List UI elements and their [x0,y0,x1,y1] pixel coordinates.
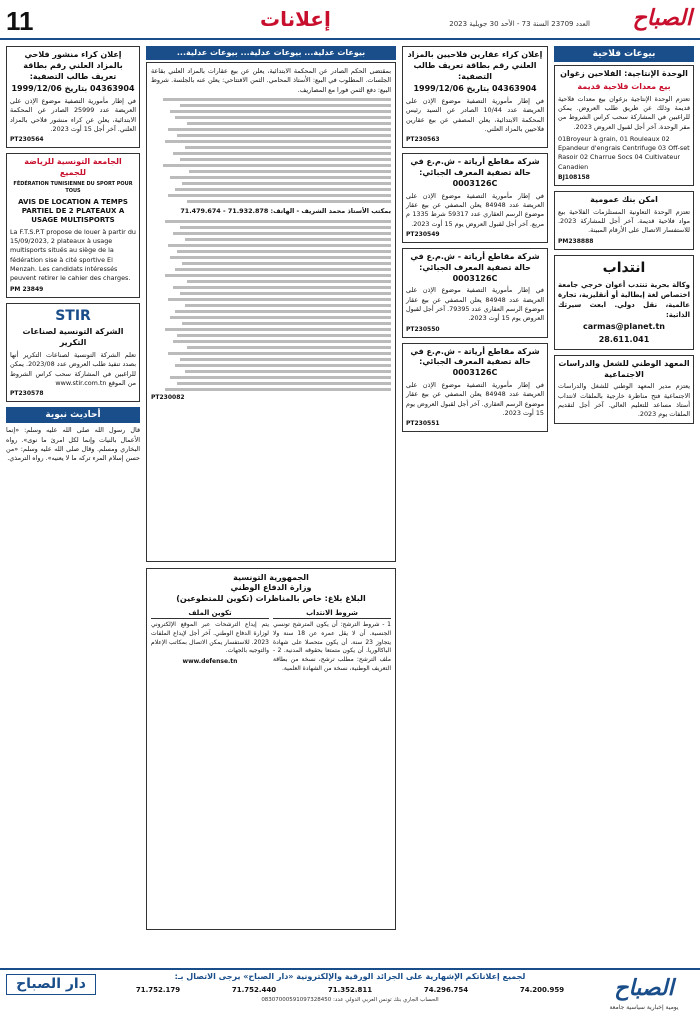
hadith-title: أحاديث نبوية [6,407,140,423]
judicial-sales-banner: بيوعات عدلية... بيوعات عدلية... بيوعات عدلية... [146,46,396,60]
page-header [0,0,700,40]
footer-main-text: لجميع إعلاناتكم الإشهارية على الجرائد الورقية والإلكترونية «دار الصباح» يرجى الاتصال بـ: [174,972,526,981]
ad-reference: PT230550 [406,325,440,333]
ad-reference: PT230563 [406,136,440,144]
judicial-sales-text: بمقتضى الحكم الصادر عن المحكمة الابتدائية، يعلن عن بيع عقارات بالمزاد العلني بقاعة الجلسات. المطلوب في البيع: الأستاذ المحامي. الثمن الافتتاحي: يعلن عنه بالجلسة. شروط البيع: دفع الثمن فورا مع المصاريف. [151,67,391,94]
left-column [6,46,140,930]
ad-title: الوحدة الإنتاجية: الفلاحين زغوان [560,69,688,79]
ad-text: وكالة بحرية تنتدب أعوان خرجي جامعة اختصاص لغة إيطالية أو أنقليزية، تجارة عالمية، نقل دولي. ابعث سيرتك الذاتية: [558,280,690,320]
footer-logo-text: الصباح [614,976,674,1001]
ad-phone: 28.611.041 [598,335,650,345]
ad-reference: PT230082 [151,394,185,402]
notice-col-file [151,608,269,673]
ad-id: 04363904 بتاريخ 1999/12/06 [413,84,537,94]
ad-text: في إطار مأمورية التصفية موضوع الإذن على العريضة عدد 84948 يعلن المصفي عن بيع عقار موضوع الرسم العقاري عدد 79395. آخر أجل لقبول العروض يوم 15 أوت 2023. [406,286,545,323]
ad-title: شركة مقاطع أرياتة - ش.م.ع في حالة تصفية المعرف الجبائي: 0003126C [410,157,540,188]
federation-name-fr: FÉDÉRATION TUNISIENNE DU SPORT POUR TOUS [13,181,133,194]
ad-items: 01Broyeur à grain, 01 Rouleaux 02 Epandeur d'engrais Centrifuge 03 Off-set Rasoir 02 Charrue Socs 04 Cultivateur Canadien [558,134,690,171]
ad-email[interactable]: carmas@planet.tn [583,322,665,332]
phone-number: 74.200.959 [519,985,565,994]
ad-title: المعهد الوطني للشغل والدراسات الاجتماعية [558,358,690,379]
ad-title: امكن بنك عمومية [590,195,658,205]
ad-reference: PM238888 [558,237,594,245]
notice-website[interactable]: www.defense.tn [182,658,238,666]
ad-reference: PM 23849 [10,285,44,293]
ad-quarry-2 [402,248,548,338]
ad-recruitment [554,255,694,350]
newspaper-logo: الصباح [632,6,692,31]
ad-text: تعلم الشركة التونسية لصناعات التكرير أنها بصدد تنفيذ طلب العروض عدد 2023/08. يمكن للراغبين في المشاركة سحب كراس الشروط من الموقع www.stir.com.tn [10,351,136,387]
ad-text: في إطار مأمورية التصفية موضوع الإذن على العريضة عدد 84948 يعلن المصفي عن بيع عقار موضوع الرسم العقاري عدد 59317 شرط 1335 م مربع. آخر أجل لقبول العروض يوم 15 أوت 2023. [406,191,545,228]
stir-logo: STIR [55,307,91,324]
ad-text: في إطار مأمورية التصفية موضوع الإذن على العريضة عدد 84948 يعلن المصفي عن بيع عقار موضوع الرسم العقاري. آخر أجل لقبول العروض يوم 15 أوت 2023. [406,381,545,417]
notice-title-2: وزارة الدفاع الوطني [230,583,312,593]
hadith-section [6,407,140,463]
ad-text: في إطار مأمورية التصفية موضوع الإذن على العريضة عدد 10/44 الصادر عن السيد رئيس المحكمة الابتدائية، يعلن المصفي عن بيع عقارين فلاحيين بالمزاد العلني. [406,97,544,134]
ad-agri-rent [6,46,140,148]
issue-info: العدد 23709 السنة 73 - الأحد 30 جويلية 2023 [449,20,590,28]
ad-text: تعتزم الوحدة التعاونية المستلزمات الفلاحية بيع مواد فلاحية قديمة. آخر أجل للمشاركة 2023. للاستفسار الاتصال على الأرقام المبينة. [558,207,690,235]
notice-title-1: الجمهورية التونسية [233,573,309,582]
stir-name: الشركة التونسية لصناعات التكرير [22,327,124,348]
ad-quarry-1 [402,153,548,243]
phone-number: 71.752.440 [231,985,277,994]
phone-number: 74.296.754 [423,985,469,994]
avis-text: La F.T.S.P.T propose de louer à partir du 15/09/2023, 2 plateaux à usage multisports situés au siège de la fédération sise à cité sportive El Menzah. Les candidats intéressés peuvent retirer le cahier des charges. [10,227,136,283]
right-column [554,46,694,930]
ad-title: إعلان كراء منشور فلاحي بالمزاد العلني رقم بطاقة تعريف طالب التصفية: [23,50,123,81]
ad-title: إعلان كراء عقارين فلاحيين بالمزاد العلني رقم بطاقة تعريف طالب التصفية: [407,50,543,81]
section-title: إعلانات [260,7,331,31]
ad-title: شركة مقاطع أرياتة - ش.م.ع في حالة تصفية المعرف الجبائي: 0003126C [410,346,540,378]
footer-logo-sub: يومية إخبارية سياسية جامعة [609,1003,679,1011]
col-text: يتم إيداع الترشحات عبر الموقع الإلكتروني لوزارة الدفاع الوطني. آخر أجل لإيداع الملفات 2023. للاستفسار يمكن الاتصال بمكاتب الإعلام والتوجيه بالجهات. [151,621,269,655]
phone-number: 71.352.811 [327,985,373,994]
ad-federation [6,153,140,297]
ad-text: تعتزم الوحدة الإنتاجية بزغوان بيع معدات فلاحية قديمة وذلك عن طريق طلب العروض. يمكن للراغبين في المشاركة سحب كراس الشروط من مقر الوحدة. آخر أجل لقبول العروض 2023. [558,94,690,131]
page-number: 11 [6,6,34,36]
footer-bank-info: الحساب الجاري بنك تونس العربي الدولي عدد: 08307000591097328450 [261,997,439,1004]
ad-reference: BJ108158 [558,173,590,181]
col-heading: تكوين الملف [151,608,269,619]
federation-name-ar: الجامعة التونسية للرياضة للجميع [24,157,122,178]
ad-institute [554,355,694,424]
phone-number: 71.752.179 [135,985,181,994]
page-footer [0,968,700,1018]
ad-text: في إطار مأمورية التصفية موضوع الإذن على العريضة عدد 25999 الصادر عن المحكمة الابتدائية، يعلن عن كراء منشور فلاحي بالمزاد العلني. آخر أجل 15 أوت 2023. [10,97,137,134]
footer-logo [594,974,694,1012]
ad-cooperative [554,191,694,250]
footer-contact [110,972,590,1005]
agri-sales-banner: بيوعات فلاحية [554,46,694,62]
notice-columns [151,608,391,673]
notice-col-conditions [273,608,391,673]
avis-title: AVIS DE LOCATION A TEMPS PARTIEL DE 2 PLATEAUX A USAGE MULTISPORTS [18,197,128,225]
ad-quarry-3 [402,343,548,433]
ad-title: انتداب [602,259,646,276]
defense-ministry-notice [146,568,396,930]
ad-title: شركة مقاطع أرياتة - ش.م.ع في حالة تصفية المعرف الجبائي: 0003126C [410,252,540,283]
footer-phones [110,986,590,995]
ad-reference: PT230578 [10,390,44,398]
mid-right-column [402,46,548,930]
dar-assabah-logo [6,974,96,995]
col-heading: شروط الانتداب [273,608,391,619]
ad-agri-equipment [554,65,694,186]
ad-subtitle: بيع معدات فلاحية قديمة [577,81,671,91]
text-body-placeholder [151,98,391,562]
dar-assabah-text: دار الصباح [16,976,86,992]
ad-id: 04363904 بتاريخ 1999/12/06 [11,84,135,94]
ad-text: يعتزم مدير المعهد الوطني للشغل والدراسات الاجتماعية فتح مناظرة خارجية بالملفات لانتداب أستاذ مساعد للتعليم العالي. آخر أجل لتقديم الملفات يوم 2023. [558,382,690,419]
ad-land-rent [402,46,548,148]
mid-left-column [146,62,396,562]
ad-stir [6,303,140,403]
judicial-contact: بمكتب الأستاذ محمد الشريف - الهاتف: 71.932.878 - 71.479.674 [180,206,391,215]
notice-title-3: البلاغ بلاغ: خاص بالمناظرات (تكوين للمتطوعين) [176,593,366,603]
ad-reference: PT230564 [10,136,44,144]
ad-reference: PT230551 [406,420,440,428]
ad-reference: PT230549 [406,230,440,238]
col-text: 1 - شروط الترشح: أن يكون المترشح تونسي الجنسية. أن لا يقل عمره عن 18 سنة ولا يتجاوز 23 سنة. أن يكون متحصلا على شهادة الباكالوريا. أن يكون متمتعا بحقوقه المدنية. 2 - ملف الترشح: مطلب ترشح، نسخة من بطاقة التعريف الوطنية، نسخة من الشهادة العلمية. [273,621,391,672]
hadith-text: قال رسول الله صلى الله عليه وسلم: «إنما الأعمال بالنيات وإنما لكل امرئ ما نوى». رواه البخاري ومسلم. وقال صلى الله عليه وسلم: «من حسن إسلام المرء تركه ما لا يعنيه». رواه الترمذي. [6,426,140,463]
